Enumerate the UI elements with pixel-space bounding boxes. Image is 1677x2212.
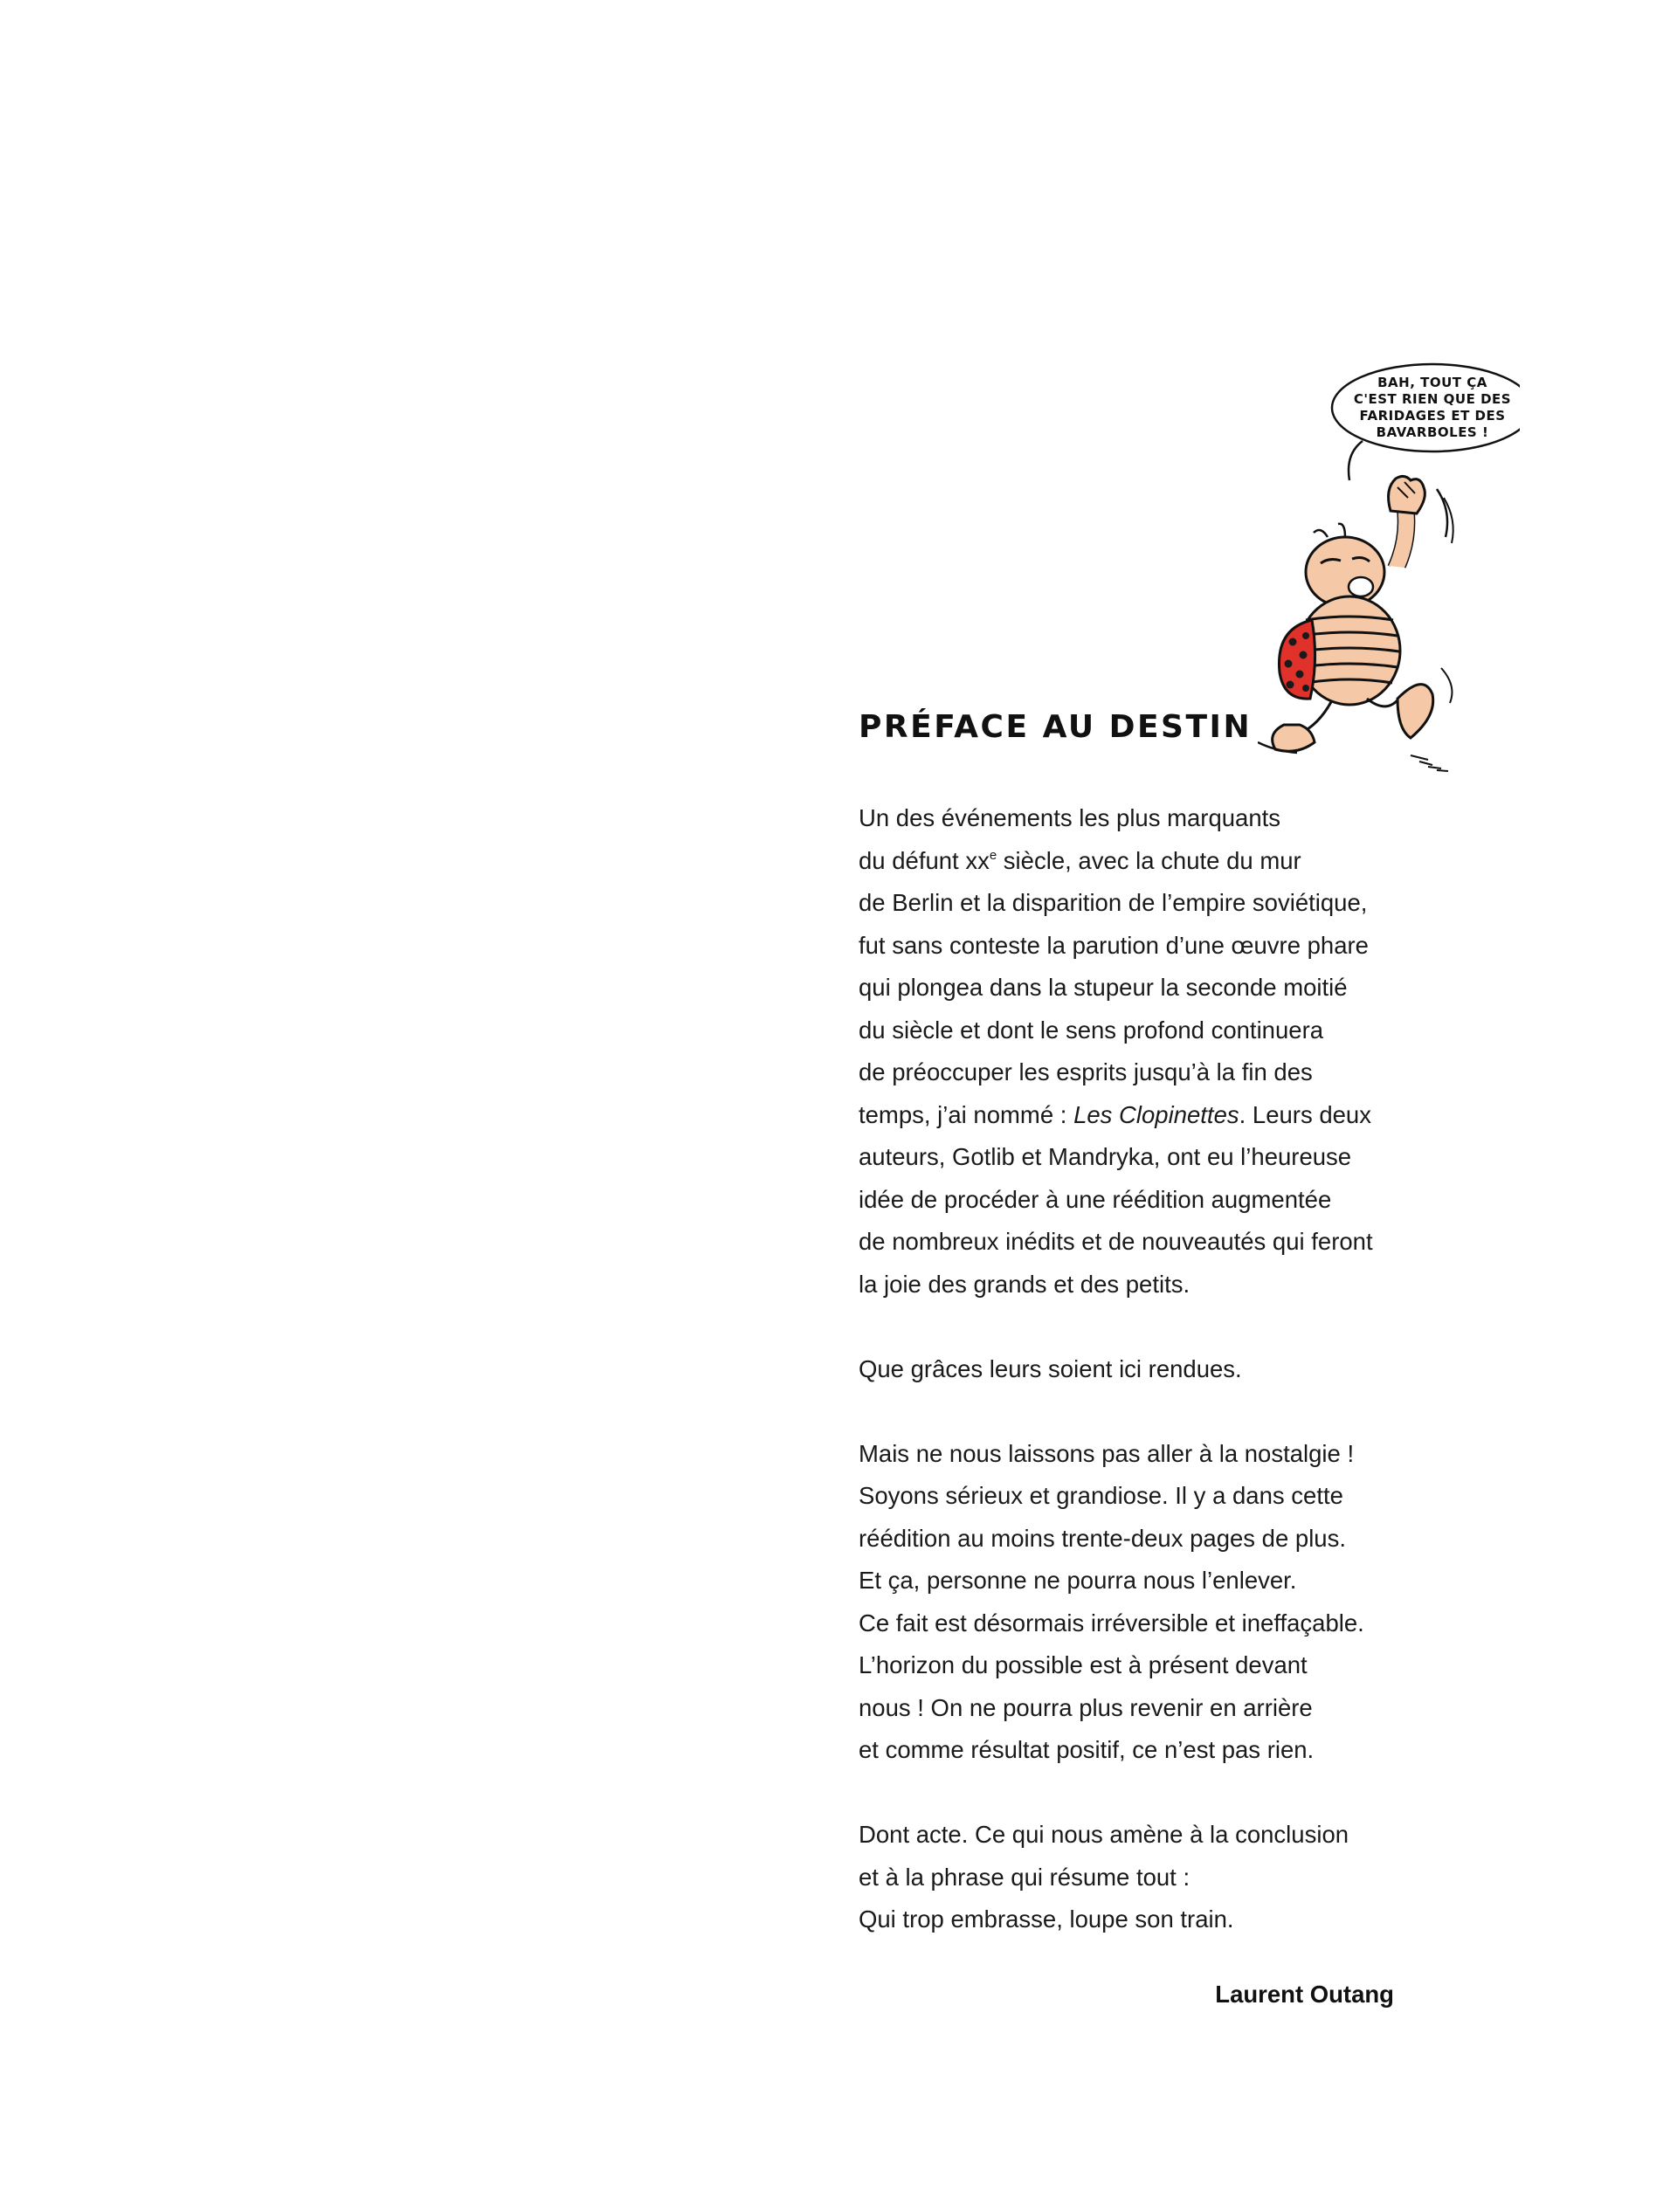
text-line: L’horizon du possible est à présent devant <box>859 1651 1308 1678</box>
comic-illustration <box>1258 358 1520 786</box>
speech-bubble <box>1332 364 1520 480</box>
text-fragment: du défunt xx <box>859 846 990 874</box>
speech-bubble-line-1: BAH, TOUT ÇA <box>1377 375 1487 390</box>
speech-bubble-line-3: FARIDAGES ET DES <box>1359 408 1506 424</box>
text-line: Qui trop embrasse, loupe son train. <box>859 1905 1234 1933</box>
paragraph-gap <box>859 1390 1487 1433</box>
book-title: Les Clopinettes <box>1073 1100 1239 1128</box>
text-line: Soyons sérieux et grandiose. Il y a dans cette <box>859 1482 1343 1509</box>
text-line: de Berlin et la disparition de l’empire soviétique, <box>859 889 1368 916</box>
ladybug-character-icon <box>1258 358 1520 786</box>
text-line: et à la phrase qui résume tout : <box>859 1863 1190 1891</box>
text-line: réédition au moins trente-deux pages de plus. <box>859 1524 1346 1552</box>
text-line <box>859 840 1487 883</box>
text-line: qui plongea dans la stupeur la seconde moitié <box>859 974 1348 1001</box>
text-line: et comme résultat positif, ce n’est pas rien. <box>859 1736 1315 1763</box>
author-signature: Laurent Outang <box>1215 1981 1394 2008</box>
paragraph-gap <box>859 1306 1487 1348</box>
paragraph-gap <box>859 1772 1487 1815</box>
text-line <box>859 1094 1487 1137</box>
text-fragment: temps, j’ai nommé : <box>859 1100 1074 1128</box>
text-line: du siècle et dont le sens profond continuera <box>859 1016 1324 1044</box>
text-line: Un des événements les plus marquants <box>859 804 1281 831</box>
superscript-e: e <box>989 847 997 863</box>
speech-bubble-line-4: BAVARBOLES ! <box>1376 424 1489 440</box>
text-line: fut sans conteste la parution d’une œuvre phare <box>859 931 1369 959</box>
text-line: de nombreux inédits et de nouveautés qui feront <box>859 1228 1373 1255</box>
text-line: la joie des grands et des petits. <box>859 1270 1190 1298</box>
text-line: auteurs, Gotlib et Mandryka, ont eu l’heureuse <box>859 1143 1352 1170</box>
speech-bubble-line-2: C'EST RIEN QUE DES <box>1353 391 1512 407</box>
text-line: Mais ne nous laissons pas aller à la nostalgie ! <box>859 1439 1355 1467</box>
text-line: Ce fait est désormais irréversible et ineffaçable. <box>859 1609 1364 1637</box>
text-fragment: siècle, avec la chute du mur <box>997 846 1301 874</box>
text-line: Et ça, personne ne pourra nous l’enlever. <box>859 1567 1297 1594</box>
preface-body <box>859 797 1487 1941</box>
text-line: Dont acte. Ce qui nous amène à la conclusion <box>859 1821 1349 1848</box>
page-title: PRÉFACE AU DESTIN <box>859 709 1253 745</box>
text-fragment: . Leurs deux <box>1239 1100 1371 1128</box>
text-line: Que grâces leurs soient ici rendues. <box>859 1354 1242 1382</box>
text-line: nous ! On ne pourra plus revenir en arrière <box>859 1693 1313 1721</box>
text-line: de préoccuper les esprits jusqu’à la fin des <box>859 1058 1313 1085</box>
text-line: idée de procéder à une réédition augmentée <box>859 1185 1332 1213</box>
